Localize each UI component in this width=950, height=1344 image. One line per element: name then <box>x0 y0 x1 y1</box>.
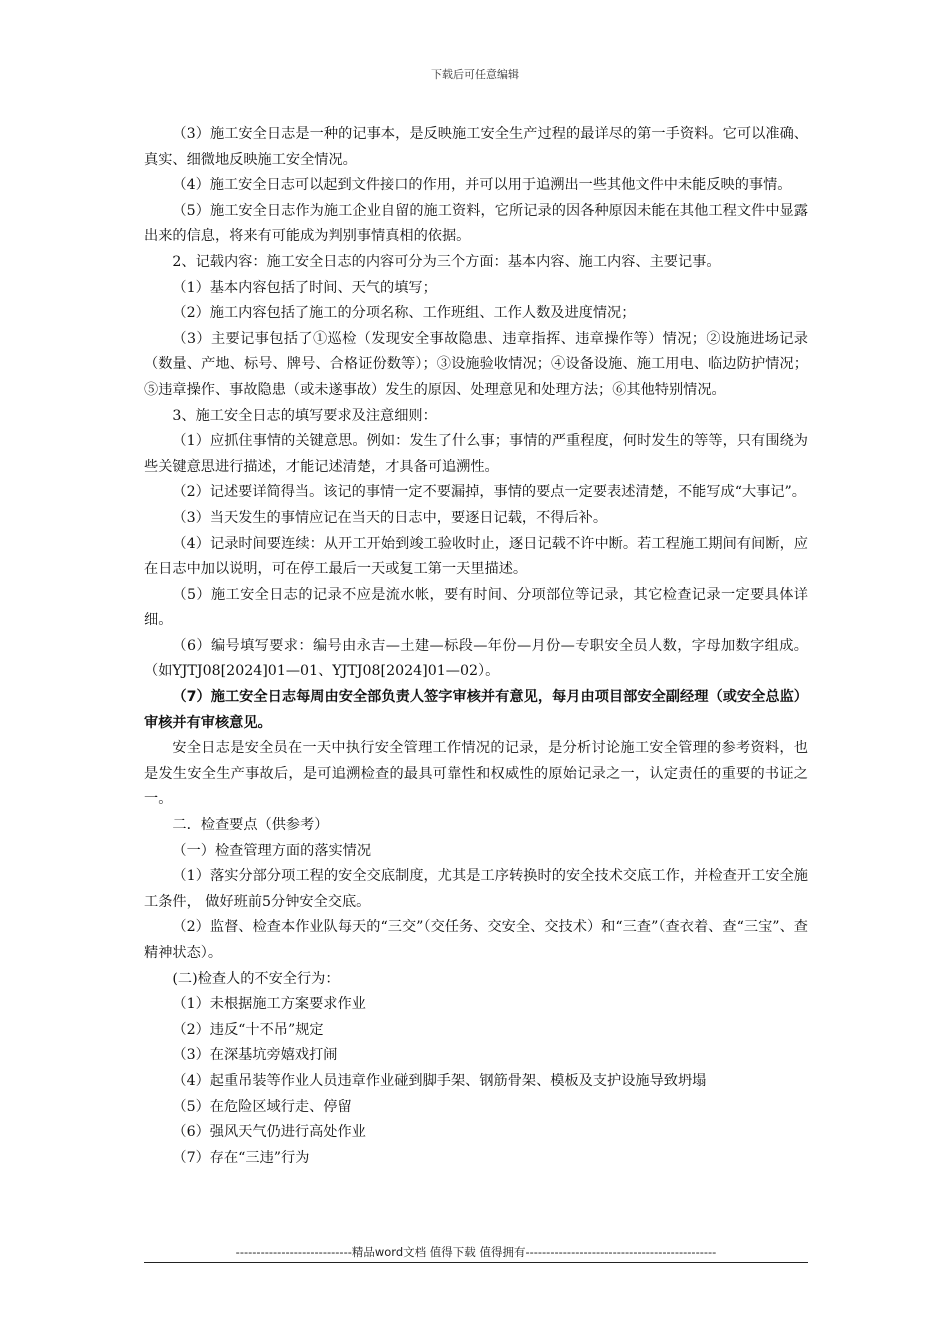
subsection-heading-1: （一）检查管理方面的落实情况 <box>172 842 372 859</box>
paragraph-2: （4）施工安全日志可以起到文件接口的作用，并可以用于追溯出一些其他文件中未能反映的事情。 <box>172 177 792 194</box>
list-item-4: （4）起重吊装等作业人员违章作业碰到脚手架、钢筋骨架、模板及支护设施导致坍塌 <box>172 1072 707 1089</box>
list-item-6: （6）强风天气仍进行高处作业 <box>172 1124 366 1141</box>
list-item-5: （5）在危险区域行走、停留 <box>172 1098 352 1115</box>
footer-divider <box>144 1262 808 1263</box>
document-body <box>144 122 808 1171</box>
bold-paragraph: （7）施工安全日志每周由安全部负责人签字审核并有意见，每月由项目部安全副经理（或安全总监）审核并有审核意见。 <box>144 689 808 731</box>
subsection-heading-2: (二)检查人的不安全行为： <box>172 970 340 987</box>
paragraph-5: （1）基本内容包括了时间、天气的填写； <box>172 279 437 296</box>
paragraph-6: （2）施工内容包括了施工的分项名称、工作班组、工作人数及进度情况； <box>172 305 636 322</box>
paragraph-9: （1）应抓住事情的关键意思。例如：发生了什么事；事情的严重程度，何时发生的等等，只有围绕为些关键意思进行描述，才能记述清楚，才具备可追溯性。 <box>144 433 808 475</box>
paragraph-11: （3）当天发生的事情应记在当天的日志中，要逐日记载，不得后补。 <box>172 509 608 526</box>
page-footer: ----------------------------精品word文档 值得下载 值得拥有---------------------------------------------- <box>235 1245 717 1259</box>
list-item-2: （2）违反“十不吊”规定 <box>172 1021 324 1038</box>
paragraph-10: （2）记述要详简得当。该记的事情一定不要漏掉，事情的要点一定要表述清楚，不能写成“大事记”。 <box>172 484 806 501</box>
paragraph-3: （5）施工安全日志作为施工企业自留的施工资料，它所记录的因各种原因未能在其他工程文件中显露出来的信息，将来有可能成为判别事情真相的依据。 <box>144 202 808 245</box>
paragraph-20: （2）监督、检查本作业队每天的“三交”（交任务、交安全、交技术）和“三查”（查衣着、查“三宝”、查精神状态）。 <box>144 919 808 961</box>
paragraph-7: （3）主要记事包括了①巡检（发现安全事故隐患、违章指挥、违章操作等）情况；②设施进场记录（数量、产地、标号、牌号、合格证份数等）；③设施验收情况；④设备设施、施工用电、临边防护情况；⑤违章操作、事故隐患（或未遂事故）发生的原因、处理意见和处理方法；⑥其他特别情况。 <box>144 330 808 398</box>
section-3-heading: 3、施工安全日志的填写要求及注意细则： <box>172 407 437 424</box>
list-item-3: （3）在深基坑旁嬉戏打闹 <box>172 1047 338 1064</box>
section-heading-inspection: 二．检查要点（供参考） <box>172 817 329 834</box>
paragraph-13: （5）施工安全日志的记录不应是流水帐，要有时间、分项部位等记录，其它检查记录一定要具体详细。 <box>144 586 808 629</box>
paragraph-14: （6）编号填写要求：编号由永吉—土建—标段—年份—月份—专职安全员人数，字母加数字组成。（如YJTJ08[2024]01—01、YJTJ08[2024]01—02）。 <box>144 637 808 680</box>
section-2-heading: 2、记载内容：施工安全日志的内容可分为三个方面：基本内容、施工内容、主要记事。 <box>172 253 721 270</box>
paragraph-1: （3）施工安全日志是一种的记事本，是反映施工安全生产过程的最详尽的第一手资料。它可以准确、真实、细微地反映施工安全情况。 <box>144 126 808 168</box>
list-item-7: （7）存在“三违”行为 <box>172 1149 310 1166</box>
paragraph-16: 安全日志是安全员在一天中执行安全管理工作情况的记录，是分析讨论施工安全管理的参考资料，也是发生安全生产事故后，是可追溯检查的最具可靠性和权威性的原始记录之一，认定责任的重要的书证之一。 <box>144 740 808 808</box>
paragraph-19: （1）落实分部分项工程的安全交底制度，尤其是工序转换时的安全技术交底工作，并检查开工安全施工条件， 做好班前5分钟安全交底。 <box>144 868 808 910</box>
page-header: 下载后可任意编辑 <box>431 68 519 81</box>
paragraph-12: （4）记录时间要连续：从开工开始到竣工验收时止，逐日记载不许中断。若工程施工期间有间断，应在日志中加以说明，可在停工最后一天或复工第一天里描述。 <box>144 535 808 578</box>
list-item-1: （1）未根据施工方案要求作业 <box>172 996 366 1013</box>
